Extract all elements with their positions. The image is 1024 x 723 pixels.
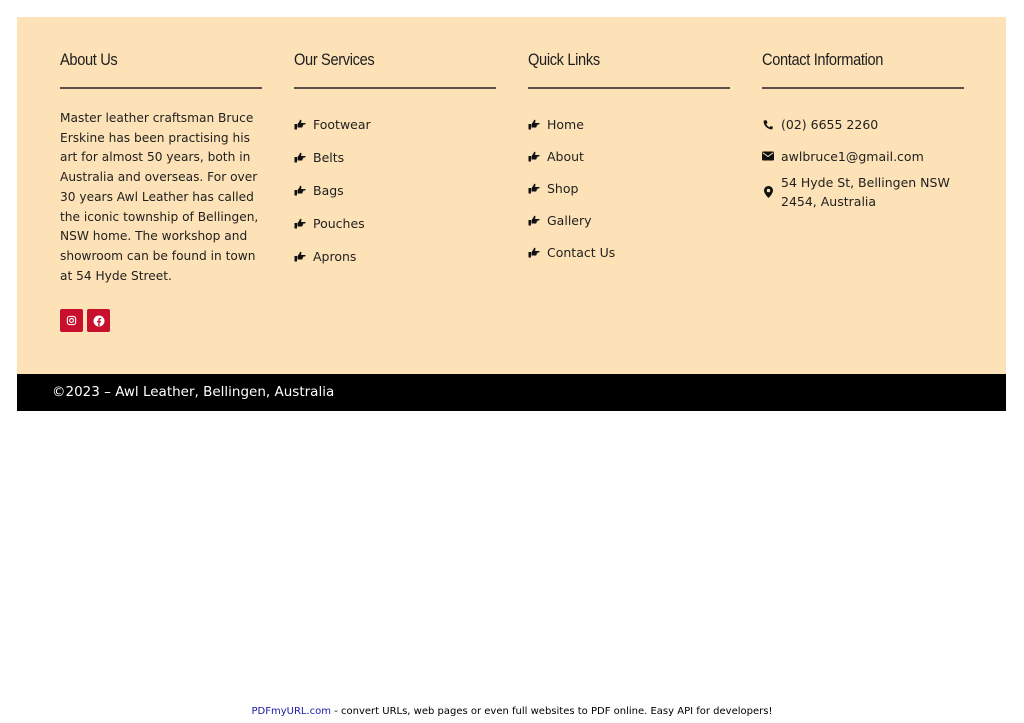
services-title: Our Services xyxy=(294,50,375,69)
hand-point-right-icon xyxy=(294,185,306,197)
hand-point-right-icon xyxy=(528,214,540,226)
quick-links-title: Quick Links xyxy=(528,50,600,69)
hand-point-right-icon xyxy=(294,218,306,230)
quick-link-label[interactable]: Contact Us xyxy=(547,244,616,260)
site-footer xyxy=(17,17,1006,374)
pdf-note-text: - convert URLs, web pages or even full websites to PDF online. Easy API for developers! xyxy=(331,706,773,717)
quick-link-gallery[interactable] xyxy=(528,204,615,236)
email-address[interactable]: awlbruce1@gmail.com xyxy=(781,148,924,164)
social-links xyxy=(60,309,110,332)
phone-number[interactable]: (02) 6655 2260 xyxy=(781,116,879,132)
hand-point-right-icon xyxy=(528,150,540,162)
contact-phone[interactable] xyxy=(762,108,961,140)
quick-link-shop[interactable] xyxy=(528,172,615,204)
quick-link-label[interactable]: Gallery xyxy=(547,212,592,228)
quick-link-contact-us[interactable] xyxy=(528,236,615,268)
about-divider xyxy=(60,87,262,89)
contact-list xyxy=(762,108,961,212)
services-list xyxy=(294,108,371,273)
service-label: Footwear xyxy=(313,117,371,132)
service-item-pouches xyxy=(294,207,371,240)
quick-link-about[interactable] xyxy=(528,140,615,172)
quick-link-home[interactable] xyxy=(528,108,615,140)
pdf-watermark xyxy=(0,706,1024,717)
envelope-icon xyxy=(762,150,774,162)
quick-links-divider xyxy=(528,87,730,89)
contact-address xyxy=(762,172,961,212)
pdf-brand-link[interactable]: PDFmyURL.com xyxy=(251,706,332,717)
copyright-bar xyxy=(17,374,1006,411)
hand-point-right-icon xyxy=(294,119,306,131)
hand-point-right-icon xyxy=(528,182,540,194)
quick-link-label[interactable]: About xyxy=(547,148,584,164)
contact-email[interactable] xyxy=(762,140,961,172)
facebook-icon xyxy=(93,315,105,327)
hand-point-right-icon xyxy=(294,152,306,164)
instagram-icon xyxy=(66,315,77,326)
address-text: 54 Hyde St, Bellingen NSW 2454, Australia xyxy=(781,174,950,209)
quick-link-label[interactable]: Shop xyxy=(547,180,579,196)
about-text: Master leather craftsman Bruce Erskine has been practising his art for almost 50 years, both in Australia and overseas. For over 30 years Awl Leather has called the iconic township of Bellingen, NSW home. The workshop and showroom can be found in town at 54 Hyde Street. xyxy=(60,111,259,283)
service-label: Belts xyxy=(313,150,345,165)
service-item-belts xyxy=(294,141,371,174)
facebook-button[interactable] xyxy=(87,309,110,332)
service-label: Bags xyxy=(313,183,344,198)
service-label: Pouches xyxy=(313,216,365,231)
contact-divider xyxy=(762,87,964,89)
service-item-bags xyxy=(294,174,371,207)
about-title: About Us xyxy=(60,50,118,69)
quick-links-list xyxy=(528,108,615,268)
quick-link-label[interactable]: Home xyxy=(547,116,584,132)
phone-icon xyxy=(762,118,774,130)
hand-point-right-icon xyxy=(528,246,540,258)
instagram-button[interactable] xyxy=(60,309,83,332)
service-item-footwear xyxy=(294,108,371,141)
contact-title: Contact Information xyxy=(762,50,884,69)
service-item-aprons xyxy=(294,240,371,273)
copyright-text: ©2023 – Awl Leather, Bellingen, Australia xyxy=(52,384,335,400)
hand-point-right-icon xyxy=(528,118,540,130)
hand-point-right-icon xyxy=(294,251,306,263)
services-divider xyxy=(294,87,496,89)
service-label: Aprons xyxy=(313,249,357,264)
map-marker-icon xyxy=(762,186,774,198)
